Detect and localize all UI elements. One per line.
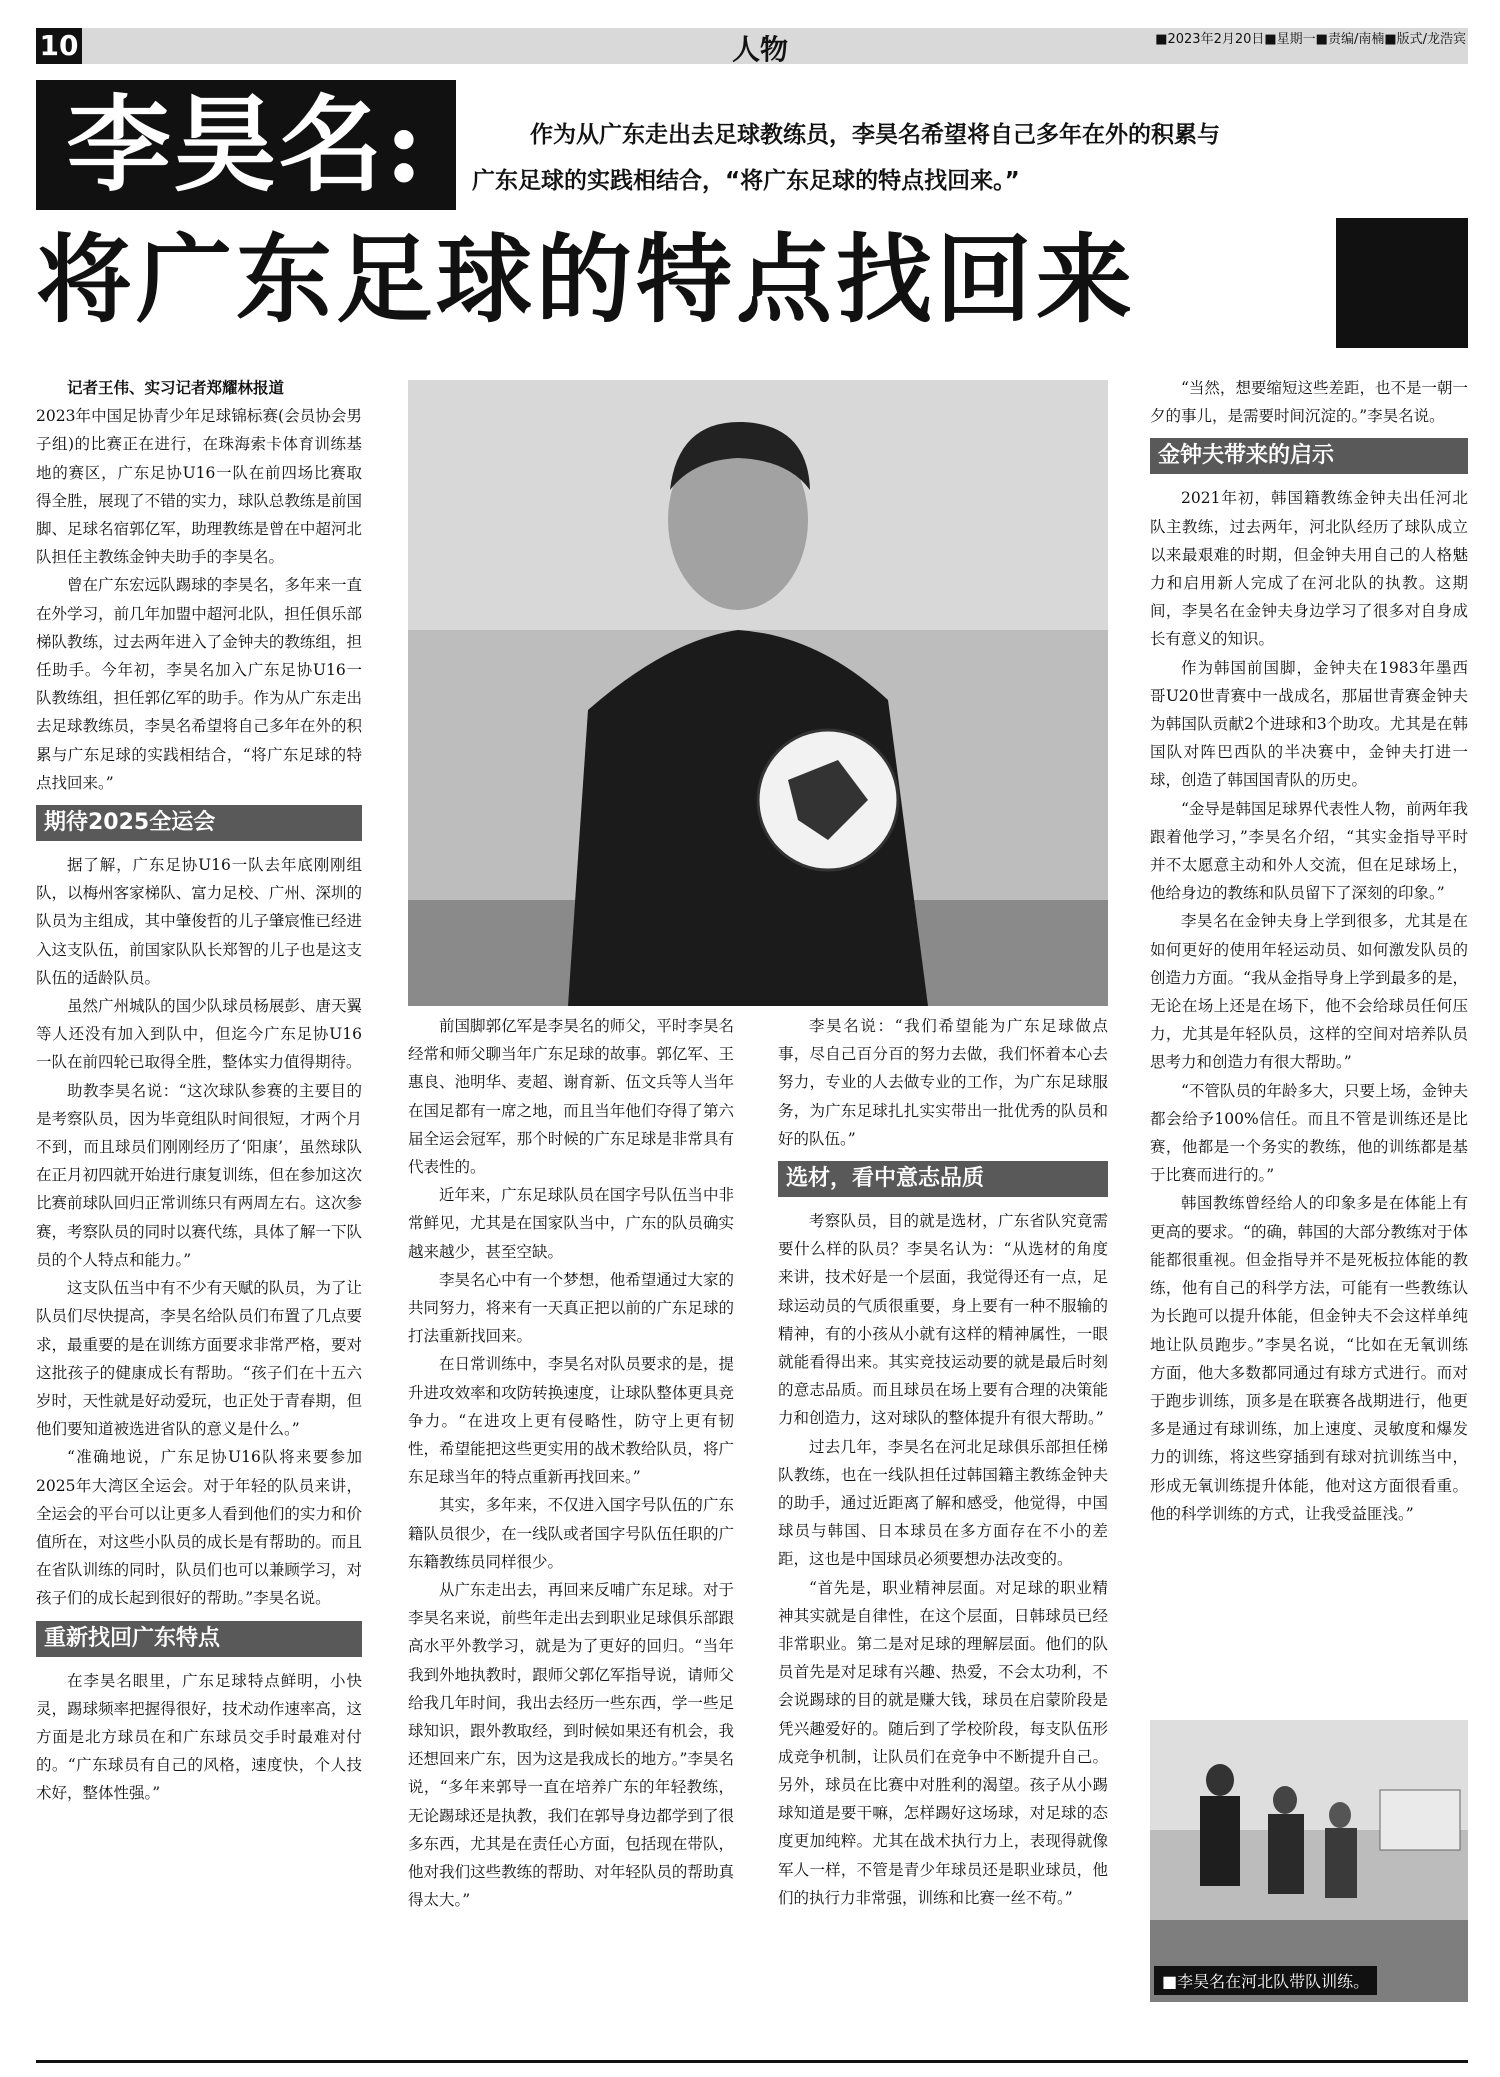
paragraph: 韩国教练曾经给人的印象多是在体能上有更高的要求。“的确，韩国的大部分教练对于体能都很重视。但金指导并不是死板拉体能的教练，他有自己的科学方法，可能有一些教练认为长跑可以提升体能，但金钟夫不会这样单纯地让队员跑步。”李昊名说，“比如在无氧训练方面，他大多数都同通过有球方式进行。而对于跑步训练，顶多是在联赛各战期进行，他更多是通过有球训练，加上速度、灵敏度和爆发力的训练，将这些穿插到有球对抗训练当中，形成无氧训练提升体能，他对这方面很看重。他的科学训练的方式，让我受益匪浅。” (1150, 1194, 1468, 1523)
paragraph: “准确地说，广东足协U16队将来要参加2025年大湾区全运会。对于年轻的队员来讲，全运会的平台可以让更多人看到他们的实力和价值所在，对这些小队员的成长是有帮助的。而且在省队训练的同时，队员们也可以兼顾学习，对孩子们的成长起到很好的帮助。”李昊名说。 (36, 1448, 362, 1608)
paragraph: 虽然广州城队的国少队球员杨展彭、唐天翼等人还没有加入到队中，但迄今广东足协U16一队在前四轮已取得全胜，整体实力值得期待。 (36, 997, 362, 1072)
headline: 将广东足球的特点找回来 (36, 223, 1136, 336)
paragraph: 其实，多年来，不仅进入国字号队伍的广东籍队员很少，在一线队或者国字号队伍任职的广东籍教练员同样很少。 (408, 1496, 734, 1571)
paragraph: 作为韩国前国脚，金钟夫在1983年墨西哥U20世青赛中一战成名，那届世青赛金钟夫为韩国队贡献2个进球和3个助攻。尤其是在韩国队对阵巴西队的半决赛中，金钟夫打进一球，创造了韩国国青队的历史。 (1150, 658, 1468, 790)
subhead-selection: 选材，看中意志品质 (778, 1161, 1108, 1197)
training-illustration (1150, 1720, 1468, 2002)
column-1 (36, 374, 362, 1808)
paragraph: 李昊名心中有一个梦想，他希望通过大家的共同努力，将来有一天真正把以前的广东足球的打法重新找回来。 (408, 1270, 734, 1346)
paragraph: 在日常训练中，李昊名对队员要求的是，提升进攻效率和攻防转换速度，让球队整体更具竞争力。“在进攻上更有侵略性，防守上更有韧性，希望能把这些更实用的战术教给队员，将广东足球当年的特点重新再找回来。” (408, 1355, 734, 1487)
coach-photo (408, 380, 1108, 1006)
paragraph: “不管队员的年龄多大，只要上场，金钟夫都会给予100%信任。而且不管是训练还是比赛，他都是一个务实的教练，他的训练都是基于比赛而进行的。” (1150, 1081, 1468, 1185)
title-intro (472, 112, 1372, 204)
paragraph: 考察队员，目的就是选材，广东省队究竟需要什么样的队员？李昊名认为：“从选材的角度来讲，技术好是一个层面，我觉得还有一点，足球运动员的气质很重要，身上要有一种不服输的精神，有的小孩从小就有这样的精神属性，一眼就能看得出来。其实竞技运动要的就是最后时刻的意志品质。而且球员在场上要有合理的决策能力和创造力，这对球队的整体提升有很大帮助。” (778, 1212, 1108, 1428)
intro-line-2: 广东足球的实践相结合，“将广东足球的特点找回来。” (472, 168, 1020, 194)
paragraph: 曾在广东宏远队踢球的李昊名，多年来一直在外学习，前几年加盟中超河北队，担任俱乐部梯队教练，过去两年进入了金钟夫的教练组，担任助手。今年初，李昊名加入广东足协U16一队教练组，担任郭亿军的助手。作为从广东走出去足球教练员，李昊名希望将自己多年在外的积累与广东足球的实践相结合，“将广东足球的特点找回来。” (36, 576, 362, 792)
paragraph: “金导是韩国足球界代表性人物，前两年我跟着他学习，”李昊名介绍，“其实金指导平时并不太愿意主动和外人交流，但在足球场上，他给身边的教练和队员留下了深刻的印象。” (1150, 799, 1468, 903)
subhead-kim: 金钟夫带来的启示 (1150, 438, 1468, 474)
subhead-2025: 期待2025全运会 (36, 805, 362, 841)
byline: 记者王伟、实习记者郑耀林报道 (67, 378, 285, 397)
bottom-rule (36, 2060, 1468, 2063)
paragraph: 这支队伍当中有不少有天赋的队员，为了让队员们尽快提高，李昊名给队员们布置了几点要求，最重要的是在训练方面要求非常严格，要对这批孩子的健康成长有帮助。“孩子们在十五六岁时，天性就是好动爱玩，也正处于青春期，但他们要知道被选进省队的意义是什么。” (36, 1279, 362, 1439)
coach-illustration (408, 380, 1108, 1006)
intro-line-1: 作为从广东走出去足球教练员，李昊名希望将自己多年在外的积累与 (530, 122, 1220, 148)
headline-decor-bar (1336, 218, 1468, 348)
paragraph: 李昊名在金钟夫身上学到很多，尤其是在如何更好的使用年轻运动员、如何激发队员的创造力方面。“我从金指导身上学到最多的是，无论在场上还是在场下，他不会给球员任何压力，尤其是年轻队员，这样的空间对培养队员思考力和创造力有很大帮助。” (1150, 912, 1468, 1072)
paragraph: 李昊名说：“我们希望能为广东足球做点事，尽自己百分百的努力去做，我们怀着本心去努力，专业的人去做专业的工作，为广东足球服务，为广东足球扎扎实实带出一批优秀的队员和好的队伍。” (778, 1017, 1108, 1148)
paragraph: 从广东走出去，再回来反哺广东足球。对于李昊名来说，前些年走出去到职业足球俱乐部跟高水平外教学习，就是为了更好的回归。“当年我到外地执教时，跟师父郭亿军指导说，请师父给我几年时间，我出去经历一些东西，学一些足球知识，跟外教取经，到时候如果还有机会，我还想回来广东，因为这是我成长的地方。”李昊名说，“多年来郭导一直在培养广东的年轻教练，无论踢球还是执教，我们在郭导身边都学到了很多东西，尤其是在责任心方面，包括现在带队，他对我们这些教练的帮助、对年轻队员的帮助真得太大。” (408, 1581, 734, 1910)
paragraph: 在李昊名眼里，广东足球特点鲜明，小快灵，踢球频率把握得很好，技术动作速率高，这方面是北方球员在和广东球员交手时最难对付的。“广东球员有自己的风格，速度快，个人技术好，整体性强。” (36, 1671, 362, 1803)
paragraph: 过去几年，李昊名在河北足球俱乐部担任梯队教练，也在一线队担任过韩国籍主教练金钟夫的助手，通过近距离了解和感受，他觉得，中国球员与韩国、日本球员在多方面存在不小的差距，这也是中国球员必须要想办法改变的。 (778, 1437, 1108, 1569)
paragraph: “首先是，职业精神层面。对足球的职业精神其实就是自律性，在这个层面，日韩球员已经非常职业。第二是对足球的理解层面。他们的队员首先是对足球有兴趣、热爱，不会太功利，不会说踢球的目的就是赚大钱，球员在启蒙阶段是凭兴趣爱好的。随后到了学校阶段，每支队伍形成竞争机制，让队员们在竞争中不断提升自己。另外，球员在比赛中对胜利的渴望。孩子从小踢球知道是要干嘛，怎样踢好这场球，对足球的态度更加纯粹。尤其在战术执行力上，表现得就像军人一样，不管是青少年球员还是职业球员，他们的执行力非常强，训练和比赛一丝不苟。” (778, 1578, 1108, 1907)
photo-caption: ■李昊名在河北队带队训练。 (1154, 1966, 1377, 1995)
column-4 (1150, 374, 1468, 1528)
paragraph: “当然，想要缩短这些差距，也不是一朝一夕的事儿，是需要时间沉淀的。”李昊名说。 (1150, 379, 1468, 426)
column-3 (778, 1012, 1108, 1912)
dateline: ■2023年2月20日■星期一■责编/南楠■版式/龙浩宾 (1155, 32, 1466, 47)
column-2 (408, 1012, 734, 1915)
page-number: 10 (36, 28, 82, 64)
paragraph: 前国脚郭亿军是李昊名的师父，平时李昊名经常和师父聊当年广东足球的故事。郭亿军、王惠良、池明华、麦超、谢育新、伍文兵等人当年在国足都有一席之地，而且当年他们夺得了第六届全运会冠军，那个时候的广东足球是非常具有代表性的。 (408, 1017, 734, 1177)
title-name: 李昊名: (36, 80, 456, 210)
training-photo (1150, 1720, 1468, 2002)
paragraph: 据了解，广东足协U16一队去年底刚刚组队，以梅州客家梯队、富力足校、广州、深圳的队员为主组成，其中肇俊哲的儿子肇宸惟已经进入这支队伍，前国家队队长郑智的儿子也是这支队伍的适龄队员。 (36, 856, 362, 987)
subhead-guangdong: 重新找回广东特点 (36, 1621, 362, 1657)
paragraph: 2021年初，韩国籍教练金钟夫出任河北队主教练，过去两年，河北队经历了球队成立以来最艰难的时期，但金钟夫用自己的人格魅力和启用新人完成了在河北队的执教。这期间，李昊名在金钟夫身边学习了很多对自身成长有意义的知识。 (1150, 489, 1468, 649)
section-title: 人物 (731, 33, 788, 66)
paragraph: 近年来，广东足球队员在国字号队伍当中非常鲜见，尤其是在国家队当中，广东的队员确实越来越少，甚至空缺。 (408, 1186, 734, 1261)
paragraph: 2023年中国足协青少年足球锦标赛(会员协会男子组)的比赛正在进行，在珠海索卡体育训练基地的赛区，广东足协U16一队在前四场比赛取得全胜，展现了不错的实力，球队总教练是前国脚、足球名宿郭亿军，助理教练是曾在中超河北队担任主教练金钟夫助手的李昊名。 (36, 407, 362, 567)
paragraph: 助教李昊名说：“这次球队参赛的主要目的是考察队员，因为毕竟组队时间很短，才两个月不到，而且球员们刚刚经历了‘阳康’，虽然球队在正月初四就开始进行康复训练，但在参加这次比赛前球队回归正常训练只有两周左右。这次参赛，考察队员的同时以赛代练，具体了解一下队员的个人特点和能力。” (36, 1081, 362, 1269)
